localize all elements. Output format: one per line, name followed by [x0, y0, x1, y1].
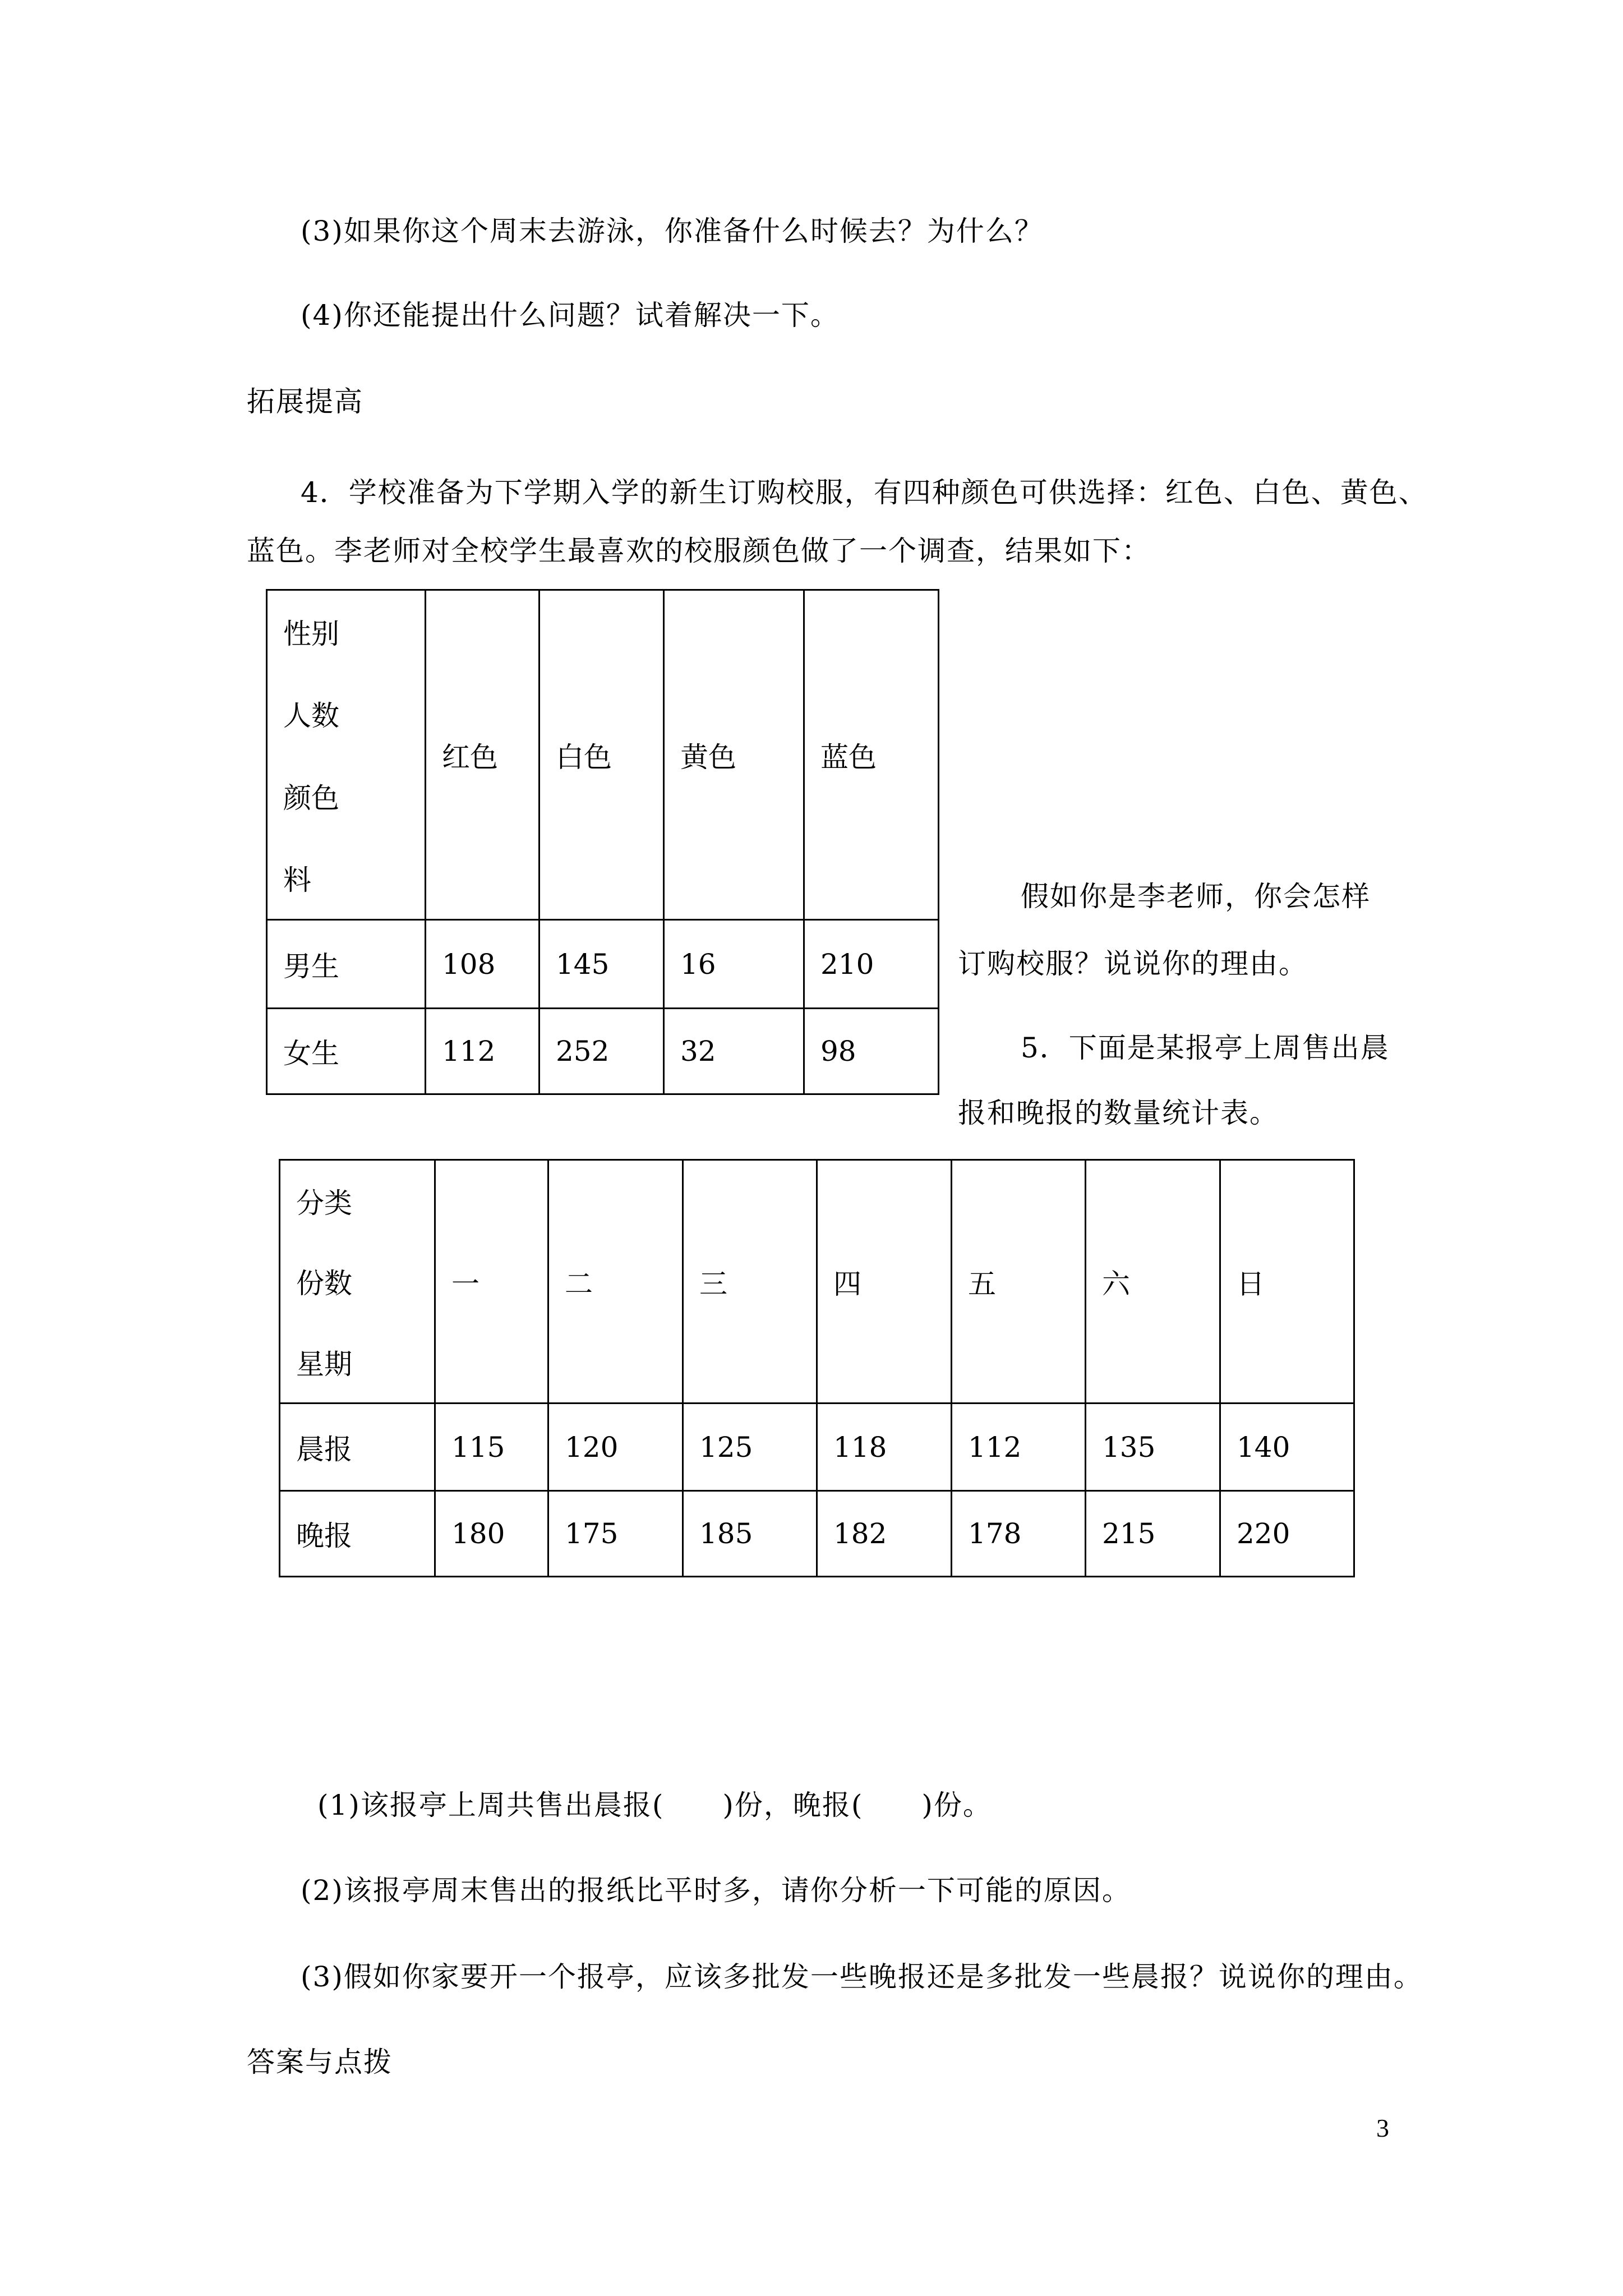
problem-5-line-1: 5．下面是某报亭上周售出晨	[1021, 1032, 1390, 1064]
table-cell: 16	[664, 920, 804, 1009]
row-label-evening-paper: 晚报	[280, 1491, 435, 1577]
newspaper-sales-table	[279, 1159, 1355, 1577]
row-label-boys: 男生	[267, 920, 426, 1009]
table-cell: 140	[1220, 1404, 1354, 1491]
column-header-day: 一	[435, 1160, 548, 1404]
problem-4-question-line-2: 订购校服？说说你的理由。	[958, 947, 1308, 980]
table-cell: 252	[540, 1009, 664, 1094]
table-cell: 112	[426, 1009, 540, 1094]
table-cell: 125	[683, 1404, 817, 1491]
corner-label-gender: 性别	[283, 618, 339, 651]
column-header-day: 四	[817, 1160, 952, 1404]
problem-5-subquestion-3: (3)假如你家要开一个报亭，应该多批发一些晚报还是多批发一些晨报？说说你的理由。	[301, 1961, 1423, 1993]
question-4-text: (4)你还能提出什么问题？试着解决一下。	[301, 299, 840, 332]
column-header-day: 五	[952, 1160, 1086, 1404]
table-cell: 180	[435, 1491, 548, 1577]
problem-5-subquestion-1: (1)该报亭上周共售出晨报( )份，晚报( )份。	[317, 1789, 992, 1821]
section-heading-extend: 拓展提高	[247, 385, 363, 418]
column-header-day: 六	[1086, 1160, 1220, 1404]
section-heading-answer: 答案与点拨	[247, 2046, 393, 2078]
table-row	[280, 1491, 1354, 1577]
corner-label-color: 颜色	[283, 781, 339, 815]
corner-label-weekday: 星期	[296, 1348, 352, 1381]
problem-4-line-1: 4．学校准备为下学期入学的新生订购校服，有四种颜色可供选择：红色、白色、黄色、	[301, 476, 1428, 509]
table-cell: 135	[1086, 1404, 1220, 1491]
table-cell: 178	[952, 1491, 1086, 1577]
table-cell: 175	[548, 1491, 683, 1577]
corner-label-category: 分类	[296, 1186, 352, 1220]
row-label-morning-paper: 晨报	[280, 1404, 435, 1491]
table-corner-cell	[267, 590, 426, 920]
corner-label-extra: 料	[283, 863, 311, 896]
table-cell: 118	[817, 1404, 952, 1491]
column-header-red: 红色	[426, 590, 540, 920]
table-cell: 120	[548, 1404, 683, 1491]
table-row	[280, 1404, 1354, 1491]
page-number: 3	[1376, 2114, 1389, 2142]
question-3-text: (3)如果你这个周末去游泳，你准备什么时候去？为什么？	[301, 215, 1044, 247]
table-cell: 215	[1086, 1491, 1220, 1577]
uniform-color-table	[266, 589, 939, 1095]
problem-5-line-2: 报和晚报的数量统计表。	[958, 1097, 1279, 1129]
table-cell: 32	[664, 1009, 804, 1094]
table-cell: 145	[540, 920, 664, 1009]
problem-5-subquestion-2: (2)该报亭周末售出的报纸比平时多，请你分析一下可能的原因。	[301, 1874, 1131, 1907]
column-header-yellow: 黄色	[664, 590, 804, 920]
table-header-row	[280, 1160, 1354, 1404]
table-row	[267, 920, 939, 1009]
table-cell: 112	[952, 1404, 1086, 1491]
column-header-white: 白色	[540, 590, 664, 920]
problem-4-line-2: 蓝色。李老师对全校学生最喜欢的校服颜色做了一个调查，结果如下：	[247, 535, 1151, 567]
column-header-day: 三	[683, 1160, 817, 1404]
table-cell: 182	[817, 1491, 952, 1577]
corner-label-count: 人数	[283, 700, 339, 733]
table-cell: 185	[683, 1491, 817, 1577]
table-cell: 220	[1220, 1491, 1354, 1577]
row-label-girls: 女生	[267, 1009, 426, 1094]
column-header-blue: 蓝色	[804, 590, 939, 920]
corner-label-copies: 份数	[296, 1267, 352, 1300]
table-corner-cell	[280, 1160, 435, 1404]
column-header-day: 二	[548, 1160, 683, 1404]
table-cell: 98	[804, 1009, 939, 1094]
column-header-day: 日	[1220, 1160, 1354, 1404]
problem-4-question-line-1: 假如你是李老师，你会怎样	[1021, 880, 1371, 913]
table-cell: 210	[804, 920, 939, 1009]
table-cell: 115	[435, 1404, 548, 1491]
table-header-row	[267, 590, 939, 920]
table-row	[267, 1009, 939, 1094]
table-cell: 108	[426, 920, 540, 1009]
